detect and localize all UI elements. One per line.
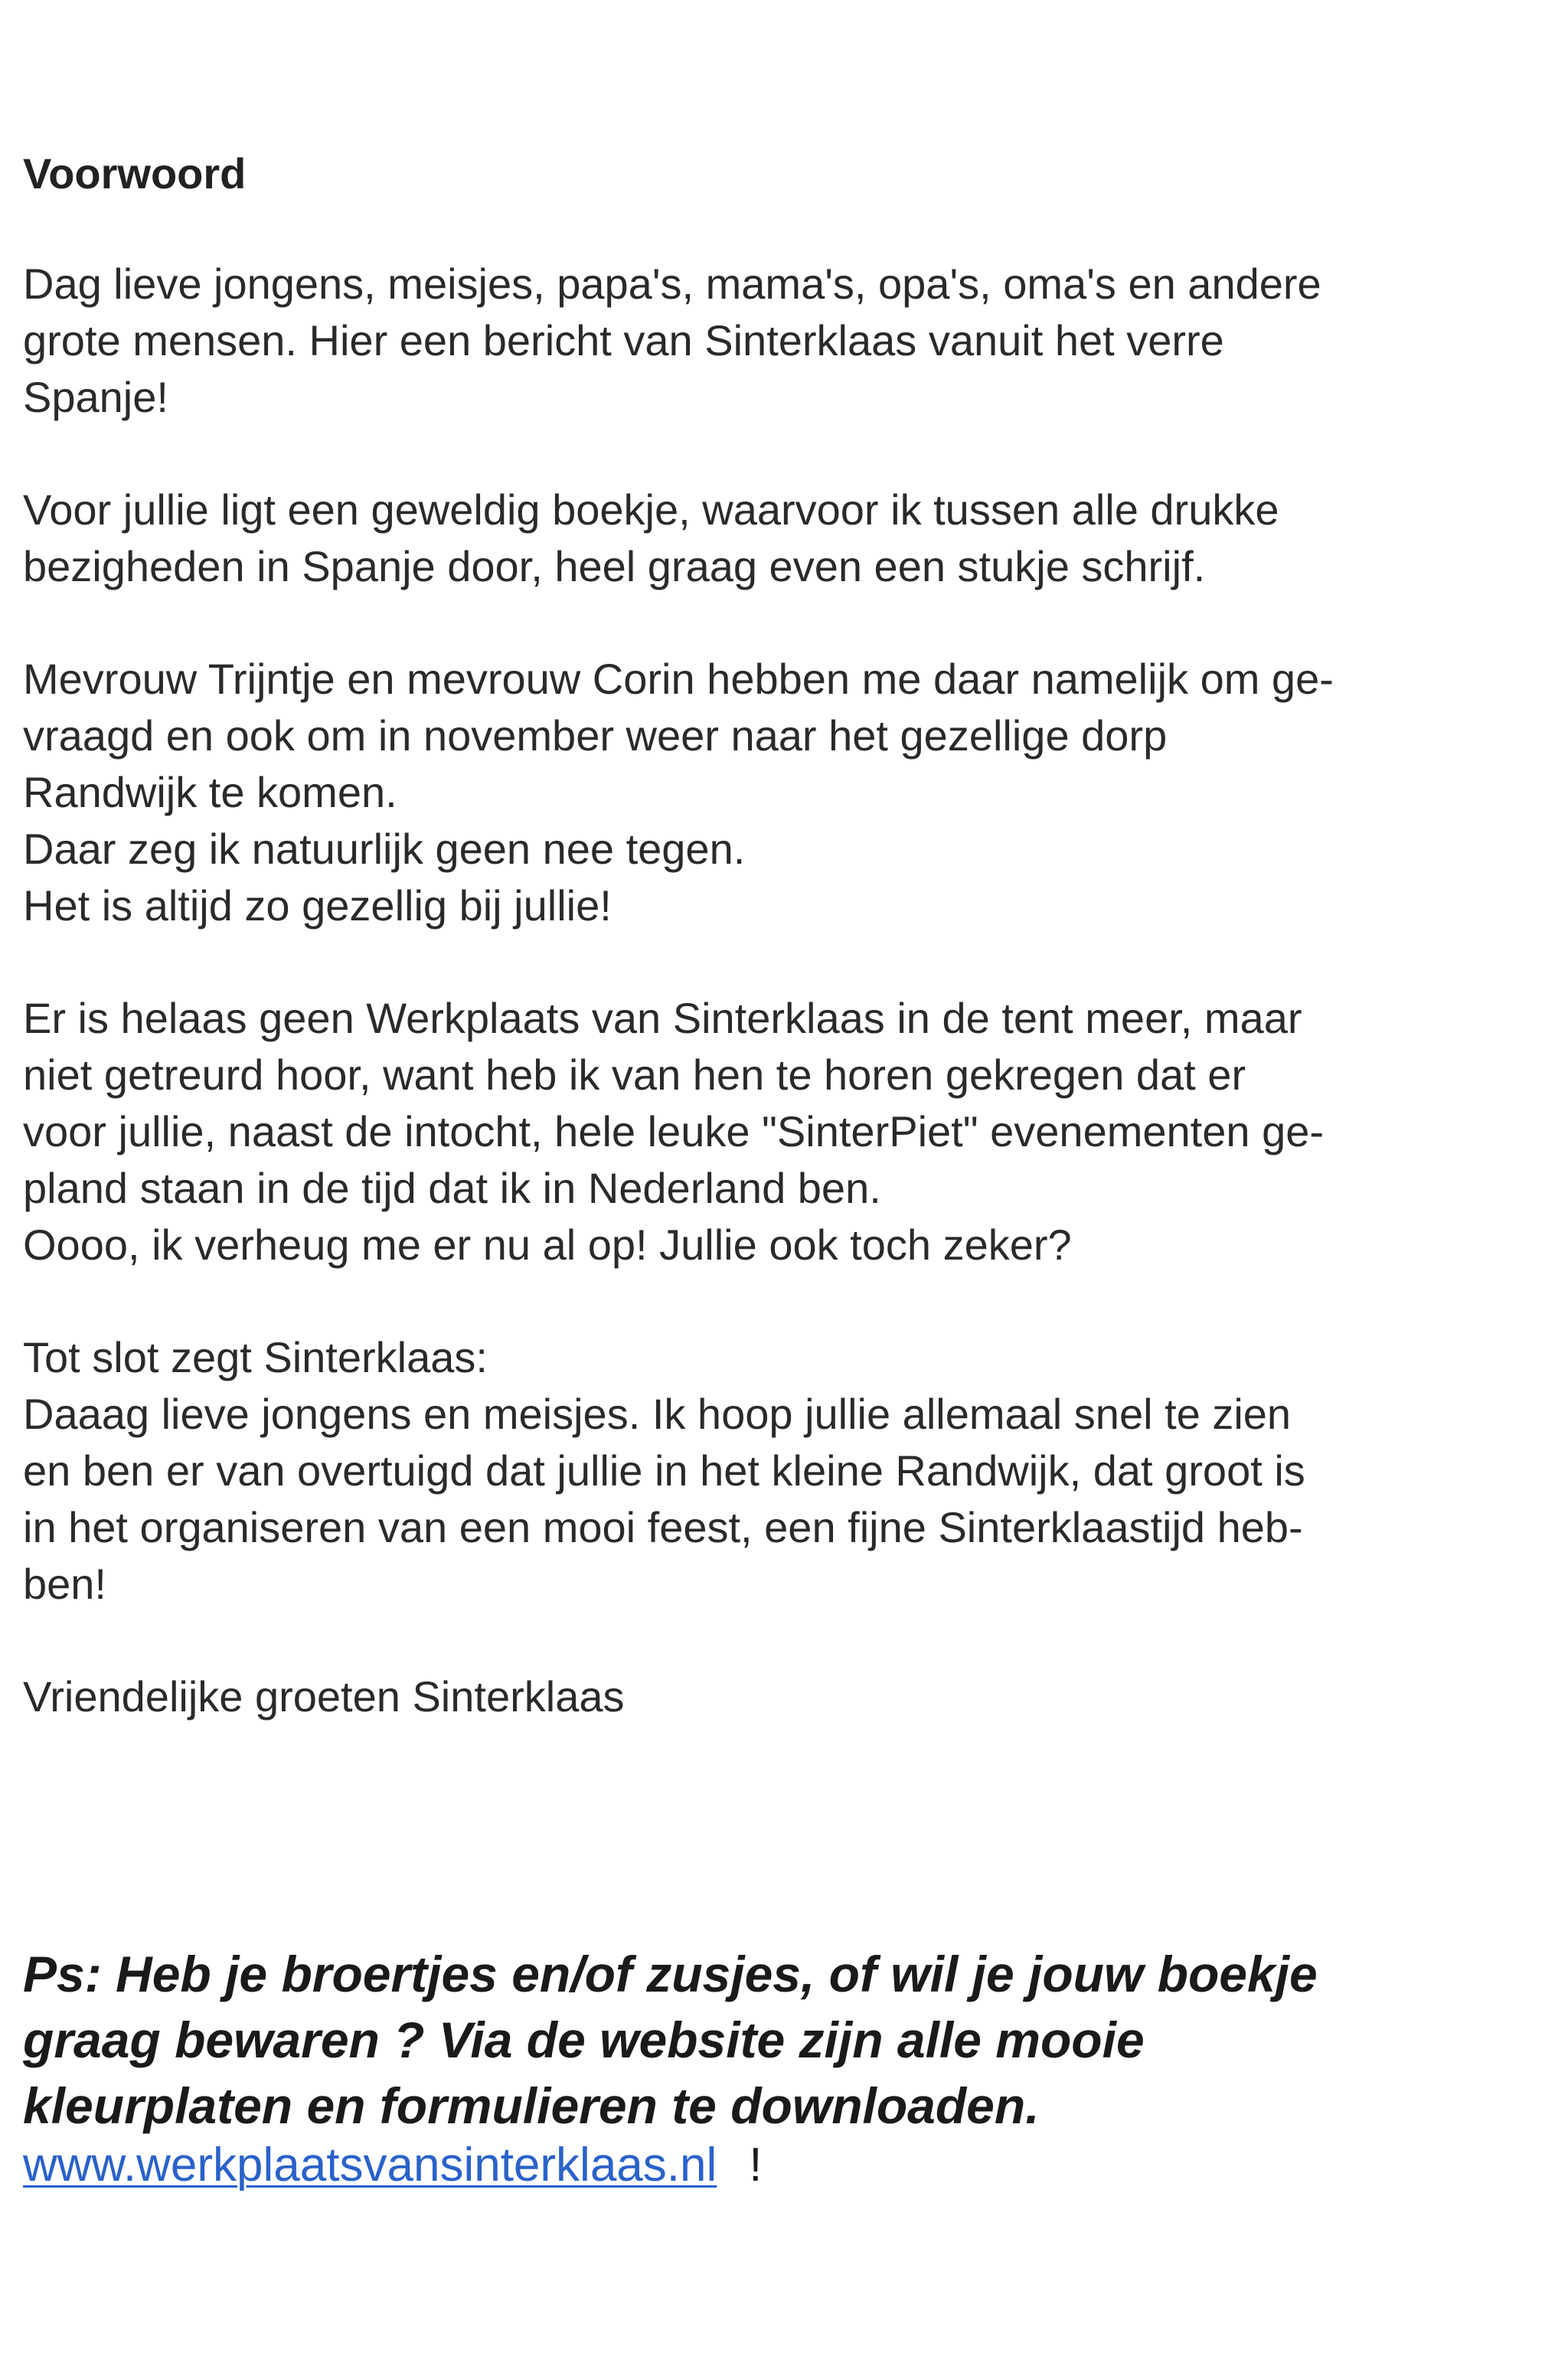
postscript: Ps: Heb je broertjes en/of zusjes, of wil je jouw boekje graag bewaren ? Via de website zijn alle mooie kleurplaten en formulieren te downloaden. bbox=[23, 1946, 1318, 2134]
paragraph-closing: Tot slot zegt Sinterklaas: Daaag lieve jongens en meisjes. Ik hoop jullie allemaal snel te zien en ben er van overtuigd dat jullie in het kleine Randwijk, dat groot is in het organiseren van een mooi feest, een fijne Sinterklaastijd heb- ben! bbox=[23, 1333, 1305, 1608]
paragraph-events: Er is helaas geen Werkplaats van Sinterklaas in de tent meer, maar niet getreurd hoor, want heb ik van hen te horen gekregen dat er voor jullie, naast de intocht, hele leuke "SinterPiet" evenementen ge- pland staan in de tijd dat ik in Nederland ben. Oooo, ik verheug me er nu al op! Jullie ook toch zeker? bbox=[23, 994, 1325, 1269]
page-title: Voorwoord bbox=[23, 149, 247, 198]
website-line bbox=[23, 2132, 763, 2198]
signature: Vriendelijke groeten Sinterklaas bbox=[23, 1672, 625, 1721]
paragraph-greeting: Dag lieve jongens, meisjes, papa's, mama's, opa's, oma's en andere grote mensen. Hier een bericht van Sinterklaas vanuit het verre Spanje! bbox=[23, 260, 1321, 421]
paragraph-invitation: Mevrouw Trijntje en mevrouw Corin hebben me daar namelijk om ge- vraagd en ook om in november weer naar het gezellige dorp Randwijk te komen. Daar zeg ik natuurlijk geen nee tegen. Het is altijd zo gezellig bij jullie! bbox=[23, 655, 1334, 930]
paragraph-booklet: Voor jullie ligt een geweldig boekje, waarvoor ik tussen alle drukke bezigheden in Spanje door, heel graag even een stukje schrijf. bbox=[23, 485, 1279, 590]
letter-body bbox=[23, 145, 1547, 1725]
website-link[interactable]: www.werkplaatsvansinterklaas.nl bbox=[23, 2139, 717, 2191]
link-exclamation: ! bbox=[749, 2139, 763, 2191]
